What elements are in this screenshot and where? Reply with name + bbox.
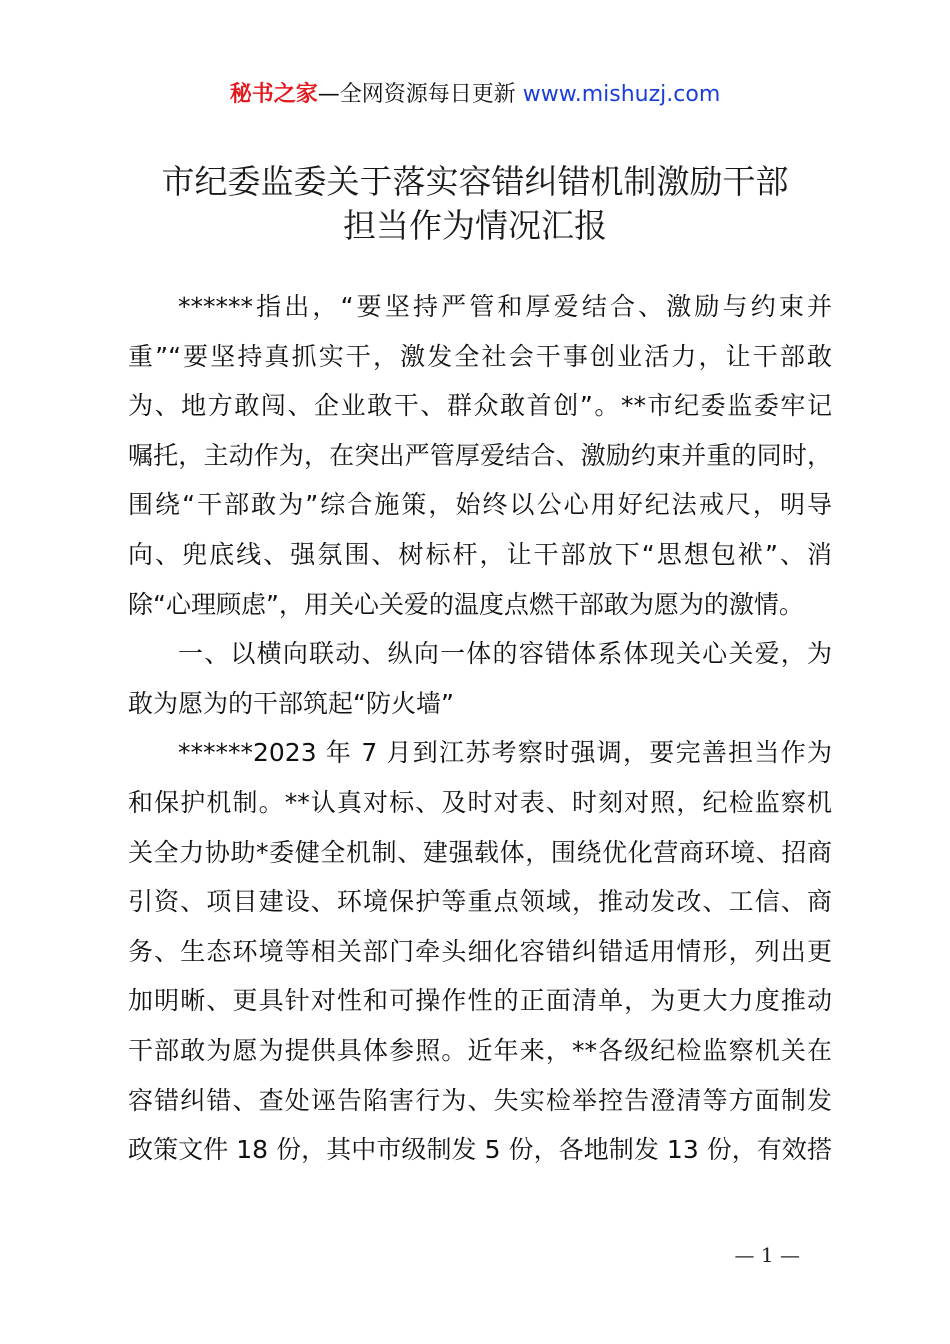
banner-brand: 秘书之家 — [229, 82, 318, 107]
body-line: 围绕“干部敢为”综合施策，始终以公心用好纪法戒尺，明导 — [128, 490, 832, 520]
body-line: 重”“要坚持真抓实干，激发全社会干事创业活力，让干部敢 — [128, 341, 832, 371]
section-heading-line: 一、以横向联动、纵向一体的容错体系体现关心关爱，为 — [178, 639, 832, 669]
page-number: — 1 — — [734, 1243, 800, 1267]
body-line: 加明晰、更具针对性和可操作性的正面清单，为更大力度推动 — [128, 986, 832, 1016]
site-banner — [0, 80, 950, 110]
section-heading-line: 敢为愿为的干部筑起“防火墙” — [128, 688, 454, 718]
body-line: 务、生态环境等相关部门牵头细化容错纠错适用情形，列出更 — [128, 936, 832, 966]
body-line: 向、兜底线、强氛围、树标杆，让干部放下“思想包袱”、消 — [128, 539, 832, 569]
body-line: 政策文件 18 份，其中市级制发 5 份，各地制发 13 份，有效搭 — [128, 1135, 832, 1165]
document-title — [0, 160, 950, 248]
title-line: 担当作为情况汇报 — [343, 206, 607, 245]
body-line: ******2023 年 7 月到江苏考察时强调，要完善担当作为 — [178, 738, 832, 768]
body-line: 引资、项目建设、环境保护等重点领域，推动发改、工信、商 — [128, 887, 832, 917]
body-line: 嘱托，主动作为，在突出严管厚爱结合、激励约束并重的同时， — [128, 440, 832, 470]
body-line: 容错纠错、查处诬告陷害行为、失实检举控告澄清等方面制发 — [128, 1085, 832, 1115]
banner-tagline: —全网资源每日更新 — [317, 82, 523, 107]
body-line: 和保护机制。**认真对标、及时对表、时刻对照，纪检监察机 — [128, 787, 832, 817]
body-line: ******指出，“要坚持严管和厚爱结合、激励与约束并 — [178, 292, 832, 321]
body-line: 为、地方敢闯、企业敢干、群众敢首创”。**市纪委监委牢记 — [128, 391, 832, 421]
document-body — [128, 282, 832, 1175]
body-line: 关全力协助*委健全机制、建强载体，围绕优化营商环境、招商 — [128, 837, 832, 867]
title-line: 市纪委监委关于落实容错纠错机制激励干部 — [161, 162, 789, 201]
body-line: 干部敢为愿为提供具体参照。近年来，**各级纪检监察机关在 — [128, 1035, 832, 1065]
banner-url[interactable]: www.mishuzj.com — [522, 82, 721, 107]
body-line: 除“心理顾虑”，用关心关爱的温度点燃干部敢为愿为的激情。 — [128, 589, 804, 619]
